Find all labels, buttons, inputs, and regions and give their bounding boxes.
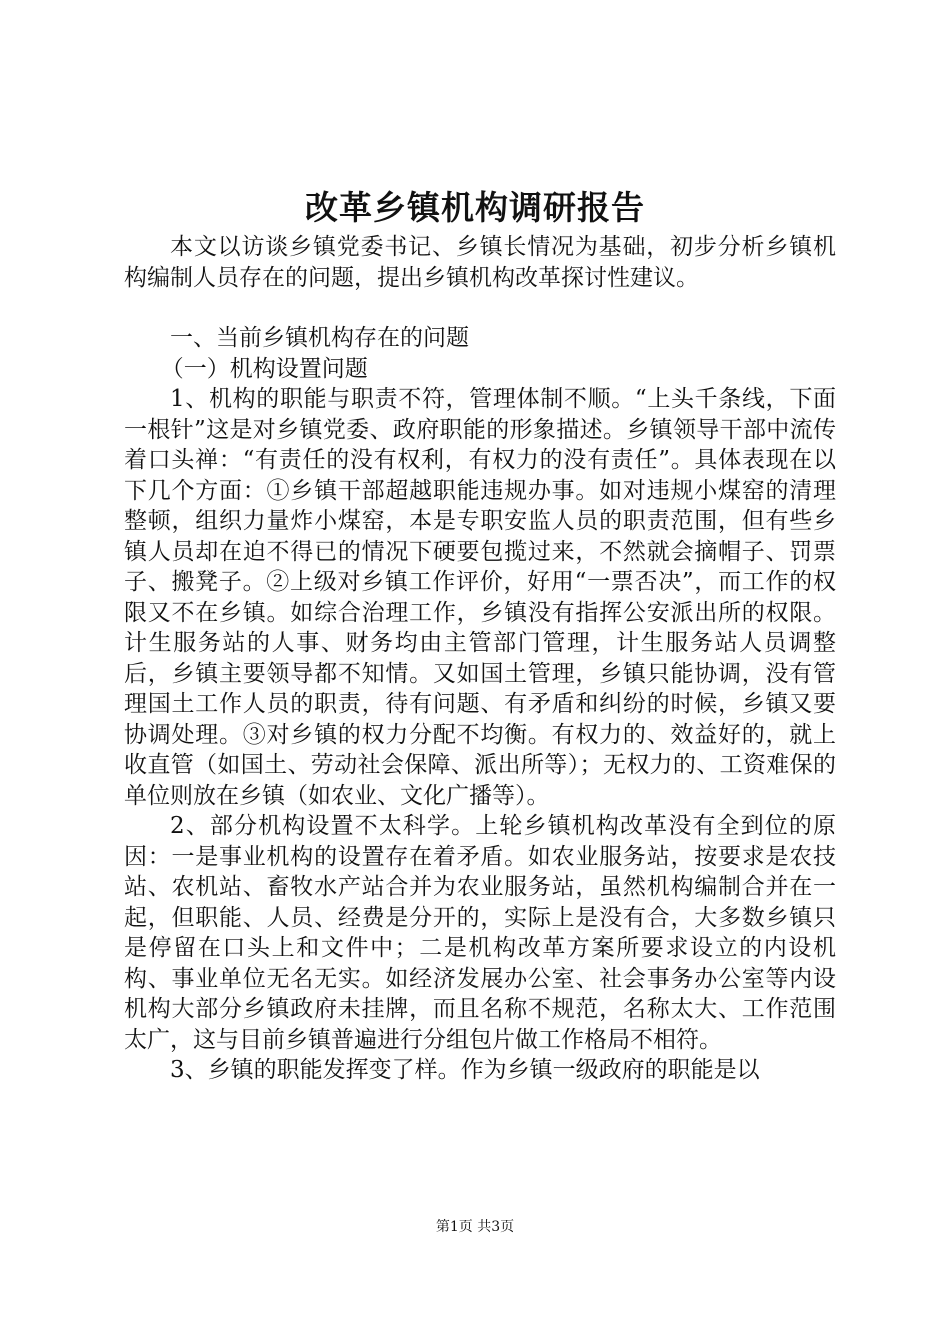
body-paragraph-1: 1、机构的职能与职责不符，管理体制不顺。“上头千条线，下面一根针”这是对乡镇党委、政府职能的形象描述。乡镇领导干部中流传着口头禅：“有责任的没有权利，有权力的没有责任”。具体表现在以下几个方面：①乡镇干部超越职能违规办事。如对违规小煤窑的清理整顿，组织力量炸小煤窑，本是专职安监人员的职责范围，但有些乡镇人员却在迫不得已的情况下硬要包揽过来，不然就会摘帽子、罚票子、搬凳子。②上级对乡镇工作评价，好用“一票否决”，而工作的权限又不在乡镇。如综合治理工作，乡镇没有指挥公安派出所的权限。计生服务站的人事、财务均由主管部门管理，计生服务站人员调整后，乡镇主要领导都不知情。又如国土管理，乡镇只能协调，没有管理国土工作人员的职责，待有问题、有矛盾和纠纷的时候，乡镇又要协调处理。③对乡镇的权力分配不均衡。有权力的、效益好的，就上收直管（如国土、劳动社会保障、派出所等）；无权力的、工资难保的单位则放在乡镇（如农业、文化广播等）。 bbox=[124, 386, 836, 809]
subsection-heading: （一）机构设置问题 bbox=[160, 355, 368, 382]
body-paragraph-2: 2、部分机构设置不太科学。上轮乡镇机构改革没有全到位的原因：一是事业机构的设置存在着矛盾。如农业服务站，按要求是农技站、农机站、畜牧水产站合并为农业服务站，虽然机构编制合并在一起，但职能、人员、经费是分开的，实际上是没有合，大多数乡镇只是停留在口头上和文件中；二是机构改革方案所要求设立的内设机构、事业单位无名无实。如经济发展办公室、社会事务办公室等内设机构大部分乡镇政府未挂牌，而且名称不规范，名称太大、工作范围太广，这与目前乡镇普遍进行分组包片做工作格局不相符。 bbox=[124, 813, 836, 1053]
body-paragraph-3: 3、乡镇的职能发挥变了样。作为乡镇一级政府的职能是以 bbox=[170, 1057, 760, 1083]
intro-paragraph: 本文以访谈乡镇党委书记、乡镇长情况为基础，初步分析乡镇机构编制人员存在的问题，提出乡镇机构改革探讨性建议。 bbox=[124, 234, 836, 291]
page-footer: 第1页 共3页 bbox=[435, 1219, 515, 1235]
section-heading: 一、当前乡镇机构存在的问题 bbox=[170, 325, 469, 351]
document-body bbox=[124, 232, 836, 1086]
document-title: 改革乡镇机构调研报告 bbox=[305, 188, 645, 227]
